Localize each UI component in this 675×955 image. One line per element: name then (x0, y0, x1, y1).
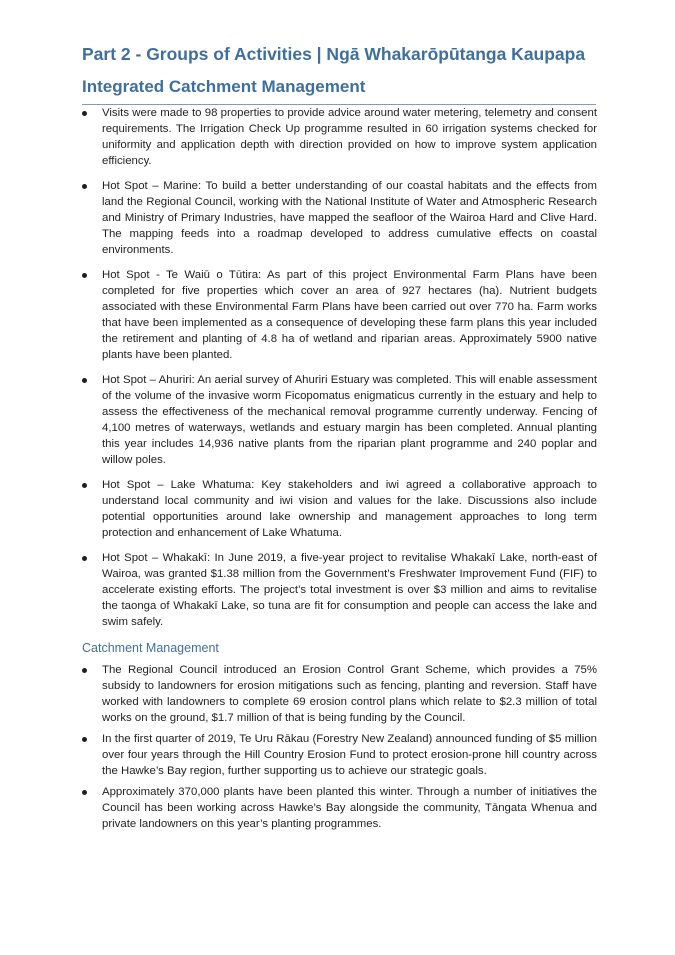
list-item-text: Hot Spot – Whakakī: In June 2019, a five-year project to revitalise Whakakī Lake, north-east of Wairoa, was granted $1.38 million from the Government’s Freshwater Improvement Fund (FIF) to accelerate existing efforts. The project’s total investment is over $3 million and aims to revitalise the taonga of Whakakī Lake, so tuna are fit for consumption and people can access the lake and swim safely. (102, 552, 597, 628)
bullet-icon (82, 668, 87, 673)
list-item-text: In the first quarter of 2019, Te Uru Rākau (Forestry New Zealand) announced funding of $5 million over four years through the Hill Country Erosion Fund to protect erosion-prone hill country across the Hawke’s Bay region, further supporting us to achieve our strategic goals. (102, 733, 597, 777)
bullet-icon (82, 111, 87, 116)
list-item (82, 372, 597, 468)
catchment-management-heading: Catchment Management (82, 641, 219, 655)
list-item-text: Visits were made to 98 properties to provide advice around water metering, telemetry and consent requirements. The Irrigation Check Up programme resulted in 60 irrigation systems checked for uniformity and application depth with direction provided on how to improve system application efficiency. (102, 107, 597, 167)
catchment-bullet-list (82, 662, 597, 832)
bullet-icon (82, 273, 87, 278)
list-item-text: Hot Spot – Marine: To build a better understanding of our coastal habitats and the effects from land the Regional Council, working with the National Institute of Water and Atmospheric Research and Ministry of Primary Industries, have mapped the seafloor of the Wairoa Hard and Clive Hard. The mapping feeds into a roadmap developed to address cumulative effects on coastal environments. (102, 180, 597, 256)
list-item (82, 662, 597, 726)
bullet-icon (82, 483, 87, 488)
bullet-icon (82, 378, 87, 383)
list-item-text: The Regional Council introduced an Erosion Control Grant Scheme, which provides a 75% subsidy to landowners for erosion mitigations such as fencing, planting and reversion. Staff have worked with landowners to complete 69 erosion control plans which relate to $2.3 million of total works on the ground, $1.7 million of that is being funding by the Council. (102, 664, 597, 724)
list-item (82, 784, 597, 832)
list-item-text: Approximately 370,000 plants have been planted this winter. Through a number of initiatives the Council has been working across Hawke’s Bay alongside the community, Tāngata Whenua and private landowners on this year’s planting programmes. (102, 786, 597, 830)
bullet-icon (82, 556, 87, 561)
list-item-text: Hot Spot – Lake Whatuma: Key stakeholders and iwi agreed a collaborative approach to understand local community and iwi vision and values for the lake. Discussions also include potential opportunities around lake ownership and management approaches to long term protection and enhancement of Lake Whatuma. (102, 479, 597, 539)
list-item (82, 178, 597, 258)
list-item-text: Hot Spot - Te Waiū o Tūtira: As part of this project Environmental Farm Plans have been completed for five properties which cover an area of 927 hectares (ha). Nutrient budgets associated with these Environmental Farm Plans have been carried out over 770 ha. Farm works that have been implemented as a consequence of developing these farm plans this year included the retirement and planting of 4.8 ha of wetland and riparian areas. Approximately 5900 native plants have been planted. (102, 269, 597, 361)
main-bullet-list (82, 105, 597, 630)
list-item (82, 550, 597, 630)
bullet-icon (82, 184, 87, 189)
part-title: Part 2 - Groups of Activities | Ngā Whakarōpūtanga Kaupapa (82, 44, 586, 64)
section-title: Integrated Catchment Management (82, 77, 366, 96)
list-item (82, 731, 597, 779)
bullet-icon (82, 790, 87, 795)
list-item (82, 477, 597, 541)
bullet-icon (82, 737, 87, 742)
list-item-text: Hot Spot – Ahuriri: An aerial survey of Ahuriri Estuary was completed. This will enable assessment of the volume of the invasive worm Ficopomatus enigmaticus currently in the estuary and help to assess the effectiveness of the mechanical removal programme currently underway. Fencing of 4,100 metres of waterways, wetlands and estuary margin has been completed. Annual planting this year includes 14,936 native plants from the riparian plant programme and 240 poplar and willow poles. (102, 374, 597, 466)
list-item (82, 105, 597, 169)
list-item (82, 267, 597, 363)
